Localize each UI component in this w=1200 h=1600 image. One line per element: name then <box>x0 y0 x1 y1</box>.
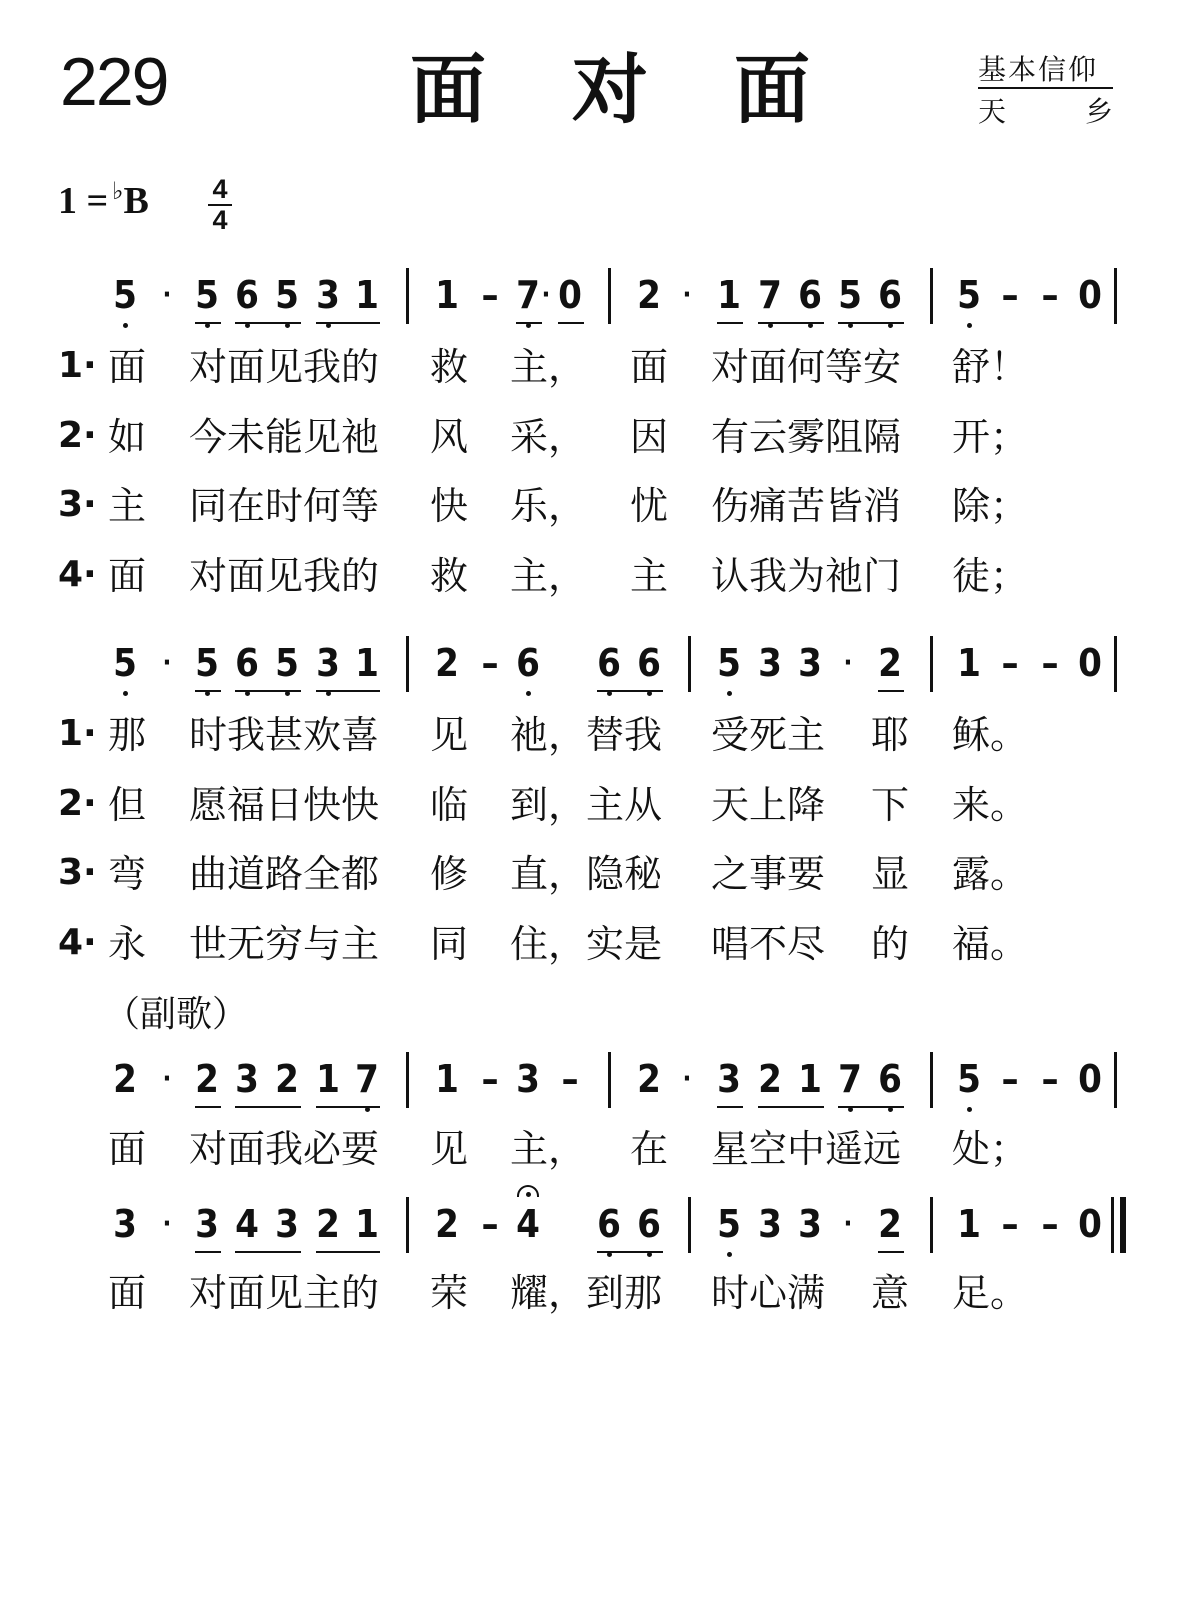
lyric-syllable: 直，隐秘 <box>510 852 663 896</box>
note: 2 <box>878 641 902 685</box>
lyric-syllable: 主， <box>510 345 587 389</box>
note: 5 <box>714 1205 744 1243</box>
lyric-syllable: 足。 <box>952 1271 1029 1315</box>
flat-sign: ♭ <box>112 179 124 205</box>
note: 7 <box>352 1060 382 1098</box>
lyric-syllable: 采， <box>510 415 587 459</box>
note: – <box>1001 273 1019 317</box>
note: 1 <box>435 273 459 317</box>
note-dot: · <box>682 280 692 310</box>
note-dot: · <box>541 280 551 310</box>
hymn-author <box>978 95 1113 128</box>
lyric-syllable: 在 <box>630 1127 669 1171</box>
lyric-syllable: 耶 <box>871 713 910 757</box>
note: 1 <box>957 1202 981 1246</box>
note: – <box>1001 1057 1019 1101</box>
note: 1 <box>316 1057 340 1101</box>
note: 2 <box>435 641 459 685</box>
lyric-syllable: 主， <box>510 554 587 598</box>
lyric-syllable: 时心满 <box>711 1271 826 1315</box>
note: 7 <box>755 276 785 314</box>
lyric-syllable: 显 <box>871 852 910 896</box>
note: 2 <box>637 273 661 317</box>
barline <box>406 1197 409 1253</box>
verse-number: 1· <box>58 713 97 754</box>
lyric-syllable: 时我甚欢喜 <box>189 713 380 757</box>
note-dot: · <box>162 648 172 678</box>
note: 5 <box>714 644 744 682</box>
lyric-line <box>0 415 1200 462</box>
verses-part1 <box>0 345 1200 608</box>
lyric-line <box>0 1271 1200 1318</box>
lyric-syllable: 快 <box>430 484 469 528</box>
note: 6 <box>634 1205 664 1243</box>
lyric-syllable: 主， <box>510 1127 587 1171</box>
note: 7 <box>513 276 543 314</box>
chorus-label: （副歌） <box>104 994 249 1035</box>
key-signature <box>58 179 149 222</box>
lyric-line <box>0 484 1200 531</box>
barline <box>608 1052 611 1108</box>
lyric-syllable: 见 <box>430 713 469 757</box>
note: 3 <box>275 1202 299 1246</box>
lyric-syllable: 的 <box>871 922 910 966</box>
note: 3 <box>113 1202 137 1246</box>
note: 5 <box>835 276 865 314</box>
note-dot: · <box>162 1209 172 1239</box>
verse-number: 4· <box>58 922 97 963</box>
note: 6 <box>513 644 543 682</box>
note: 5 <box>192 644 222 682</box>
lyric-syllable: 福。 <box>952 922 1029 966</box>
lyric-syllable: 那 <box>108 713 147 757</box>
lyric-syllable: 同在时何等 <box>189 484 380 528</box>
lyric-syllable: 天上降 <box>711 783 826 827</box>
barline <box>406 636 409 692</box>
lyric-syllable: 舒！ <box>952 345 1029 389</box>
note: 1 <box>798 1057 822 1101</box>
barline <box>688 1197 691 1253</box>
lyric-syllable: 有云雾阻隔 <box>711 415 902 459</box>
note: 6 <box>875 1060 905 1098</box>
lyric-line <box>0 1127 1200 1174</box>
lyric-syllable: 认我为祂门 <box>711 554 902 598</box>
note-dot: · <box>162 1064 172 1094</box>
note: 3 <box>717 1057 741 1101</box>
time-signature-bottom: 4 <box>212 205 228 235</box>
note: 3 <box>313 276 343 314</box>
lyric-syllable: 对面我必要 <box>189 1127 380 1171</box>
lyric-syllable: 开； <box>952 415 1029 459</box>
note: 2 <box>316 1202 340 1246</box>
barline <box>1114 1052 1117 1108</box>
hymn-number: 229 <box>60 44 168 120</box>
hymn-category: 基本信仰 <box>978 56 1113 89</box>
note: – <box>1041 1202 1059 1246</box>
note: 6 <box>594 1205 624 1243</box>
lyric-syllable: 露。 <box>952 852 1029 896</box>
lyric-syllable: 下 <box>871 783 910 827</box>
note: 4 <box>516 1202 540 1246</box>
lyric-syllable: 因 <box>630 415 669 459</box>
note: – <box>1041 641 1059 685</box>
barline <box>930 636 933 692</box>
note: 6 <box>875 276 905 314</box>
lyric-syllable: 救 <box>430 554 469 598</box>
barline <box>406 268 409 324</box>
lyric-syllable: 永 <box>108 922 147 966</box>
note: – <box>1041 273 1059 317</box>
note: 5 <box>272 276 302 314</box>
notation-row <box>0 273 1200 336</box>
lyric-syllable: 到，主从 <box>510 783 663 827</box>
note: 6 <box>634 644 664 682</box>
note: 3 <box>516 1057 540 1101</box>
notation-row <box>0 1202 1200 1265</box>
note: – <box>481 273 499 317</box>
note: 3 <box>235 1057 259 1101</box>
note: 2 <box>435 1202 459 1246</box>
note-dot: · <box>843 648 853 678</box>
lyric-syllable: 见 <box>430 1127 469 1171</box>
verse-number: 2· <box>58 415 97 456</box>
note-dot: · <box>682 1064 692 1094</box>
lyric-syllable: 临 <box>430 783 469 827</box>
lyric-line <box>0 852 1200 899</box>
note: 6 <box>795 276 825 314</box>
lyric-syllable: 风 <box>430 415 469 459</box>
note: 0 <box>1078 1202 1102 1246</box>
lyric-line <box>0 554 1200 601</box>
verse-number: 3· <box>58 852 97 893</box>
note: 4 <box>235 1202 259 1246</box>
note: 3 <box>798 641 822 685</box>
note: – <box>481 1057 499 1101</box>
key-prefix: 1 = <box>58 180 109 222</box>
lyric-syllable: 曲道路全都 <box>189 852 380 896</box>
note: 5 <box>272 644 302 682</box>
lyric-syllable: 乐， <box>510 484 587 528</box>
lyric-syllable: 愿福日快快 <box>189 783 380 827</box>
barline <box>1114 268 1117 324</box>
verse-number: 3· <box>58 484 97 525</box>
lyric-syllable: 今未能见祂 <box>189 415 380 459</box>
verse-number: 4· <box>58 554 97 595</box>
lyric-syllable: 来。 <box>952 783 1029 827</box>
note: – <box>1001 1202 1019 1246</box>
note: 1 <box>435 1057 459 1101</box>
title-char: 面 <box>734 45 810 134</box>
note: 5 <box>110 644 140 682</box>
note: 5 <box>954 276 984 314</box>
verse-number: 2· <box>58 783 97 824</box>
barline <box>930 1052 933 1108</box>
lyric-syllable: 唱不尽 <box>711 922 826 966</box>
lyric-line <box>0 783 1200 830</box>
lyric-syllable: 徒； <box>952 554 1029 598</box>
note: 3 <box>313 644 343 682</box>
note: 1 <box>355 273 379 317</box>
lyric-syllable: 忧 <box>630 484 669 528</box>
note: 0 <box>558 273 582 317</box>
note: 1 <box>355 1202 379 1246</box>
lyric-syllable: 面 <box>108 1127 147 1171</box>
notation-row <box>0 1057 1200 1120</box>
barline <box>406 1052 409 1108</box>
lyric-syllable: 对面见我的 <box>189 345 380 389</box>
time-signature <box>208 176 232 234</box>
lyric-syllable: 稣。 <box>952 713 1029 757</box>
note-dot: · <box>843 1209 853 1239</box>
note: 1 <box>717 273 741 317</box>
verse-number: 1· <box>58 345 97 386</box>
note: 2 <box>195 1057 219 1101</box>
title-char: 面 <box>410 45 486 134</box>
barline <box>930 268 933 324</box>
note: 6 <box>232 276 262 314</box>
lyric-syllable: 主 <box>108 484 147 528</box>
note: 2 <box>758 1057 782 1101</box>
note: 6 <box>232 644 262 682</box>
barline <box>608 268 611 324</box>
lyric-syllable: 星空中遥远 <box>711 1127 902 1171</box>
time-signature-top: 4 <box>212 174 228 204</box>
note-dot: · <box>162 280 172 310</box>
lyric-syllable: 住，实是 <box>510 922 663 966</box>
note: 5 <box>110 276 140 314</box>
lyric-syllable: 面 <box>108 345 147 389</box>
note: – <box>1001 641 1019 685</box>
lyric-syllable: 救 <box>430 345 469 389</box>
lyric-syllable: 面 <box>108 554 147 598</box>
note: 2 <box>637 1057 661 1101</box>
author-char: 乡 <box>1084 95 1113 128</box>
note: 0 <box>1078 273 1102 317</box>
hymn-title <box>410 45 810 134</box>
lyric-syllable: 对面见我的 <box>189 554 380 598</box>
note: 6 <box>594 644 624 682</box>
lyric-syllable: 修 <box>430 852 469 896</box>
note: 2 <box>113 1057 137 1101</box>
title-char: 对 <box>572 45 648 134</box>
barline <box>1114 636 1117 692</box>
note: 0 <box>1078 641 1102 685</box>
lyric-syllable: 如 <box>108 415 147 459</box>
barline <box>930 1197 933 1253</box>
lyric-syllable: 意 <box>871 1271 910 1315</box>
note: 3 <box>798 1202 822 1246</box>
lyric-syllable: 耀，到那 <box>510 1271 663 1315</box>
lyric-syllable: 处； <box>952 1127 1029 1171</box>
lyric-syllable: 同 <box>430 922 469 966</box>
note: – <box>481 1202 499 1246</box>
lyric-syllable: 弯 <box>108 852 147 896</box>
lyric-syllable: 对面见主的 <box>189 1271 380 1315</box>
note: – <box>1041 1057 1059 1101</box>
final-barline-thick <box>1120 1197 1126 1253</box>
lyric-line <box>0 345 1200 392</box>
note: 2 <box>275 1057 299 1101</box>
lyric-syllable: 祂，替我 <box>510 713 663 757</box>
note: 1 <box>355 641 379 685</box>
final-barline-thin <box>1111 1197 1114 1253</box>
lyric-syllable: 但 <box>108 783 147 827</box>
note: 1 <box>957 641 981 685</box>
lyric-syllable: 主 <box>630 554 669 598</box>
lyric-syllable: 之事要 <box>711 852 826 896</box>
lyric-syllable: 受死主 <box>711 713 826 757</box>
barline <box>688 636 691 692</box>
lyric-syllable: 面 <box>630 345 669 389</box>
note: – <box>561 1057 579 1101</box>
note: 3 <box>758 641 782 685</box>
lyric-syllable: 面 <box>108 1271 147 1315</box>
note: – <box>481 641 499 685</box>
lyric-line <box>0 713 1200 760</box>
lyric-syllable: 荣 <box>430 1271 469 1315</box>
note: 2 <box>878 1202 902 1246</box>
note: 7 <box>835 1060 865 1098</box>
lyric-syllable: 伤痛苦皆消 <box>711 484 902 528</box>
fermata-icon <box>517 1185 539 1197</box>
lyric-syllable: 对面何等安 <box>711 345 902 389</box>
notation-row <box>0 641 1200 704</box>
note: 0 <box>1078 1057 1102 1101</box>
key-letter: B <box>123 180 149 222</box>
verses-part2 <box>0 713 1200 976</box>
note: 5 <box>192 276 222 314</box>
lyric-syllable: 世无穷与主 <box>189 922 380 966</box>
lyric-line <box>0 922 1200 969</box>
lyric-syllable: 除； <box>952 484 1029 528</box>
note: 3 <box>195 1202 219 1246</box>
note: 5 <box>954 1060 984 1098</box>
note: 3 <box>758 1202 782 1246</box>
author-char: 天 <box>978 95 1007 128</box>
